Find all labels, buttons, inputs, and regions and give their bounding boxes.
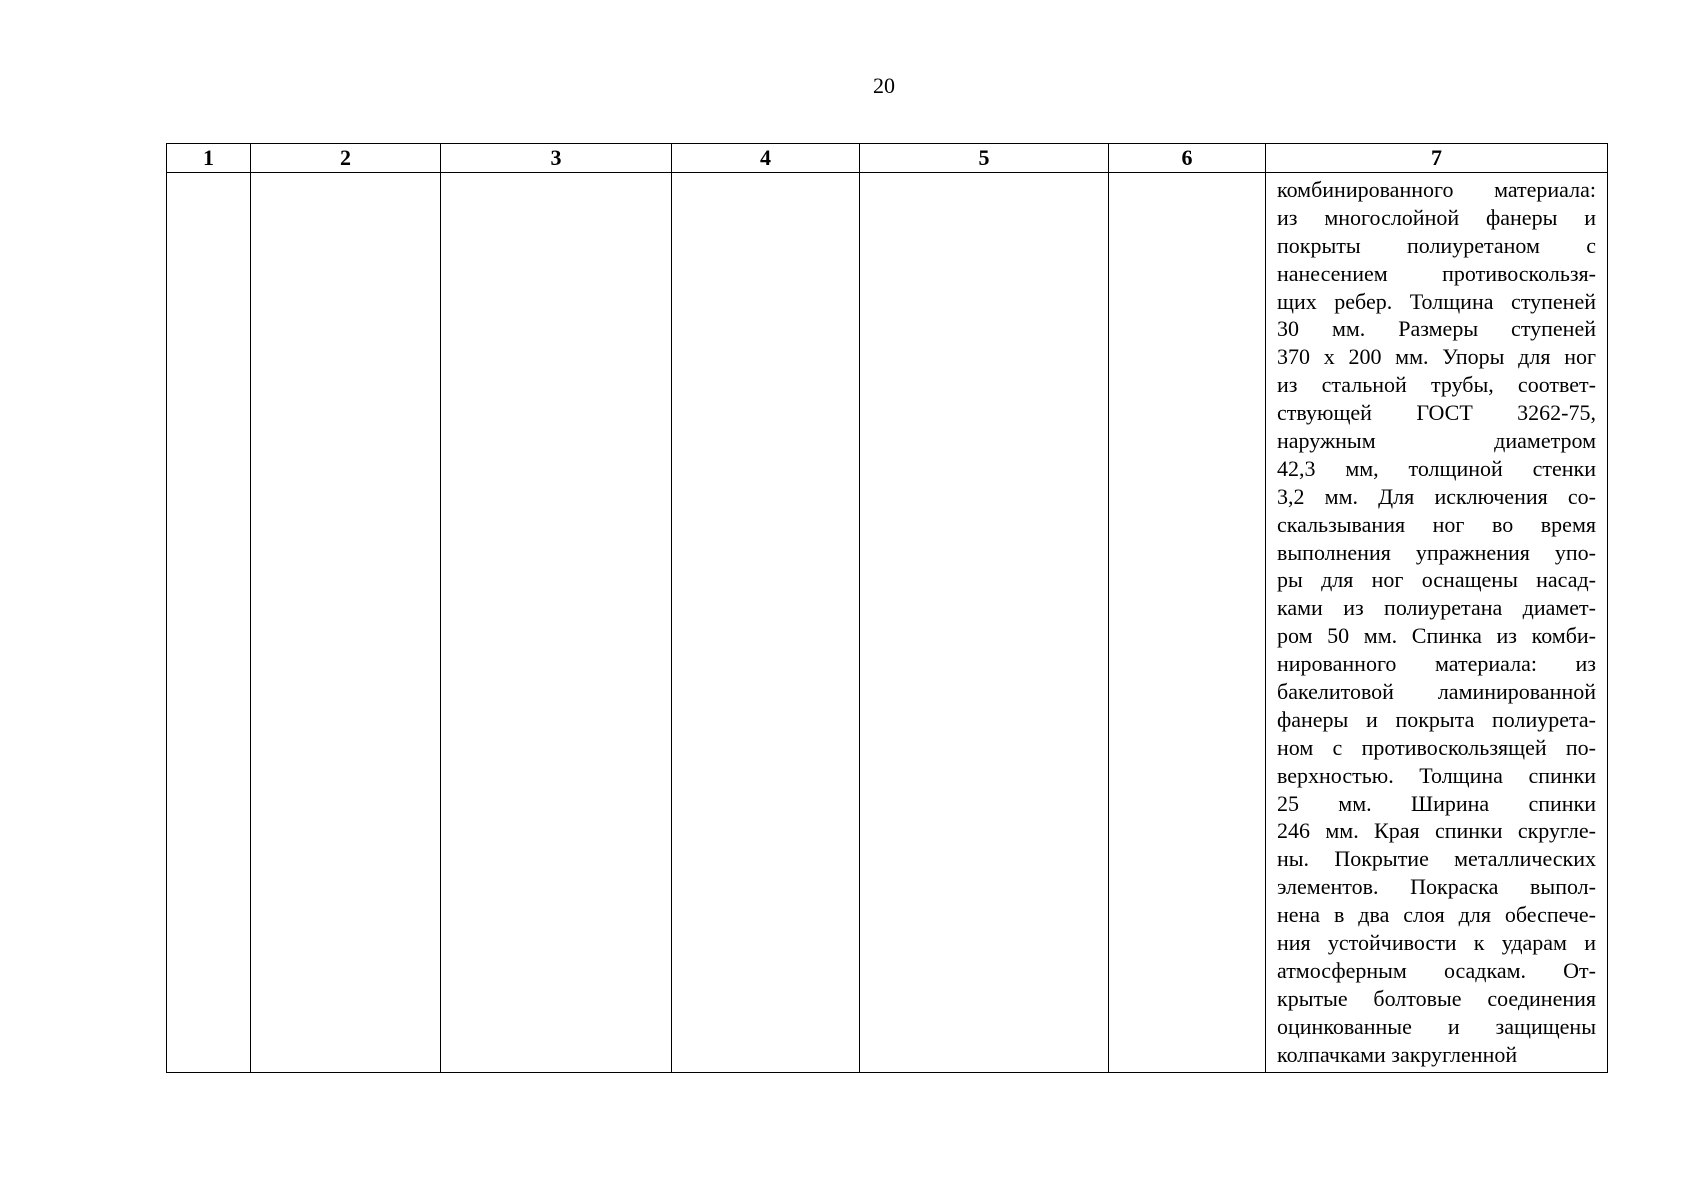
column-header-7: 7 [1266, 144, 1608, 173]
header-row [167, 144, 1608, 173]
description-line: 42,3 мм, толщиной стенки [1277, 455, 1596, 481]
description-line: из стальной трубы, соответ- [1277, 372, 1596, 398]
description-line: нена в два слоя для обеспече- [1277, 902, 1596, 928]
description-line: щих ребер. Толщина ступеней [1277, 288, 1596, 314]
description-line: нированного материала: из [1277, 651, 1596, 677]
description-line: оцинкованные и защищены [1277, 1013, 1596, 1039]
cell-col-2 [251, 173, 441, 1073]
description-line: скальзывания ног во время [1277, 511, 1596, 537]
description-line: ния устойчивости к ударам и [1277, 930, 1596, 956]
description-line: из многослойной фанеры и [1277, 204, 1596, 230]
table-row [167, 173, 1608, 1073]
description-line: 3,2 мм. Для исключения со- [1277, 483, 1596, 509]
cell-col-6 [1109, 173, 1266, 1073]
description-line: 246 мм. Края спинки скругле- [1277, 818, 1596, 844]
column-header-5: 5 [860, 144, 1109, 173]
description-line: фанеры и покрыта полиурета- [1277, 706, 1596, 732]
column-header-6: 6 [1109, 144, 1266, 173]
cell-col-7-description [1266, 173, 1608, 1073]
description-line: крытые болтовые соединения [1277, 985, 1596, 1011]
page-number: 20 [873, 73, 895, 98]
document-table [166, 143, 1608, 1073]
description-line: верхностью. Толщина спинки [1277, 762, 1596, 788]
description-line: покрыты полиуретаном с [1277, 232, 1596, 258]
description-line: 25 мм. Ширина спинки [1277, 790, 1596, 816]
description-line: 370 х 200 мм. Упоры для ног [1277, 344, 1596, 370]
column-header-2: 2 [251, 144, 441, 173]
column-header-1: 1 [167, 144, 251, 173]
description-line: ками из полиуретана диамет- [1277, 595, 1596, 621]
column-header-3: 3 [441, 144, 672, 173]
description-line: атмосферным осадкам. От- [1277, 957, 1596, 983]
description-line: наружным диаметром [1277, 428, 1596, 454]
cell-col-1 [167, 173, 251, 1073]
description-line: ры для ног оснащены насад- [1277, 567, 1596, 593]
description-line: 30 мм. Размеры ступеней [1277, 316, 1596, 342]
description-line: выполнения упражнения упо- [1277, 539, 1596, 565]
description-line: ны. Покрытие металлических [1277, 846, 1596, 872]
cell-col-4 [672, 173, 860, 1073]
description-line: комбинированного материала: [1277, 177, 1596, 202]
description-line: бакелитовой ламинированной [1277, 679, 1596, 705]
description-line: колпачками закругленной [1277, 1041, 1518, 1067]
description-line: нанесением противоскользя- [1277, 260, 1596, 286]
description-line: элементов. Покраска выпол- [1277, 874, 1596, 900]
cell-col-5 [860, 173, 1109, 1073]
column-header-4: 4 [672, 144, 860, 173]
description-line: ствующей ГОСТ 3262-75, [1277, 400, 1596, 426]
description-line: ром 50 мм. Спинка из комби- [1277, 623, 1596, 649]
description-line: ном с противоскользящей по- [1277, 734, 1596, 760]
cell-col-3 [441, 173, 672, 1073]
